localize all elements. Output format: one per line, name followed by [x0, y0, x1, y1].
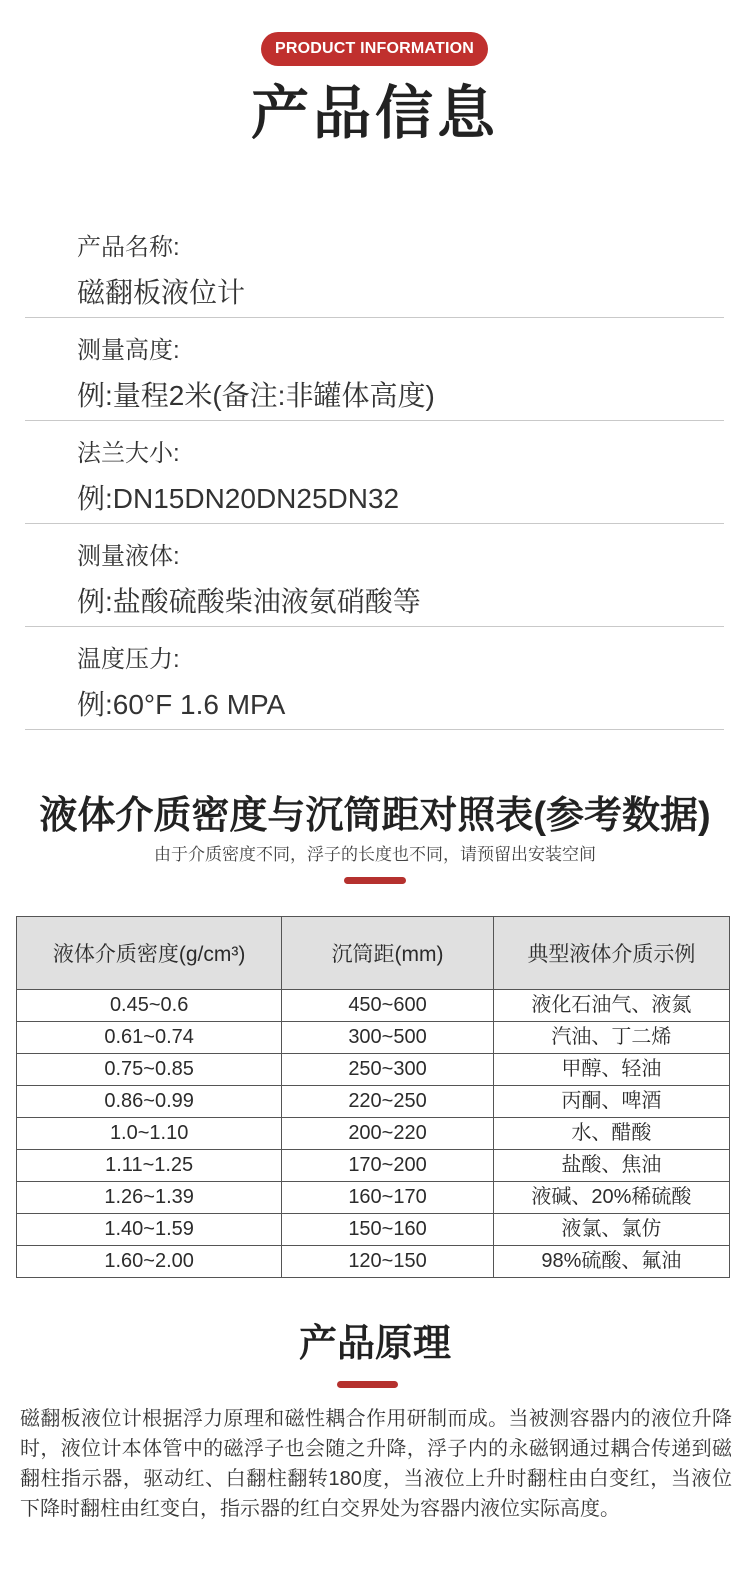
cell-distance: 120~150 — [282, 1246, 493, 1278]
cell-density: 0.75~0.85 — [17, 1054, 282, 1086]
info-item-flange-size — [25, 421, 724, 524]
cell-distance: 220~250 — [282, 1086, 493, 1118]
density-table-title: 液体介质密度与沉筒距对照表(参考数据) — [39, 795, 711, 837]
table-row — [17, 1182, 730, 1214]
cell-media: 液氯、氯仿 — [493, 1214, 729, 1246]
cell-density: 1.60~2.00 — [17, 1246, 282, 1278]
info-value: 磁翻板液位计 — [77, 277, 246, 308]
info-item-temperature-pressure — [25, 627, 724, 730]
info-item-measure-height — [25, 318, 724, 421]
section-divider-bar — [337, 1381, 398, 1388]
cell-distance: 160~170 — [282, 1182, 493, 1214]
cell-media: 液化石油气、液氮 — [493, 990, 729, 1022]
cell-distance: 300~500 — [282, 1022, 493, 1054]
cell-density: 1.40~1.59 — [17, 1214, 282, 1246]
section-divider-bar — [344, 877, 406, 884]
cell-media: 丙酮、啤酒 — [493, 1086, 729, 1118]
cell-density: 1.11~1.25 — [17, 1150, 282, 1182]
info-value: 例:DN15DN20DN25DN32 — [77, 483, 400, 514]
product-information-badge: PRODUCT INFORMATION — [261, 32, 488, 66]
cell-distance: 170~200 — [282, 1150, 493, 1182]
table-header-row — [17, 917, 730, 990]
table-row — [17, 1246, 730, 1278]
info-label: 法兰大小: — [77, 440, 180, 467]
density-table-subtitle: 由于介质密度不同，浮子的长度也不同，请预留出安装空间 — [154, 845, 596, 864]
info-value: 例:量程2米(备注:非罐体高度) — [77, 380, 435, 411]
info-label: 产品名称: — [77, 234, 180, 261]
info-value: 例:60°F 1.6 MPA — [77, 689, 286, 720]
column-header-float-distance: 沉筒距(mm) — [282, 917, 493, 990]
table-row — [17, 1054, 730, 1086]
info-label: 测量高度: — [77, 337, 180, 364]
cell-density: 1.26~1.39 — [17, 1182, 282, 1214]
table-row — [17, 1150, 730, 1182]
table-row — [17, 1022, 730, 1054]
table-row — [17, 1214, 730, 1246]
info-item-measured-liquid — [25, 524, 724, 627]
column-header-typical-media: 典型液体介质示例 — [493, 917, 729, 990]
product-info-list — [25, 215, 724, 730]
density-comparison-table — [16, 916, 730, 1278]
cell-density: 0.61~0.74 — [17, 1022, 282, 1054]
cell-media: 液碱、20%稀硫酸 — [493, 1182, 729, 1214]
table-row — [17, 1118, 730, 1150]
column-header-density: 液体介质密度(g/cm³) — [17, 917, 282, 990]
cell-density: 1.0~1.10 — [17, 1118, 282, 1150]
principle-paragraph: 磁翻板液位计根据浮力原理和磁性耦合作用研制而成。当被测容器内的液位升降时，液位计本体管中的磁浮子也会随之升降，浮子内的永磁钢通过耦合传递到磁翻柱指示器，驱动红、白翻柱翻转180度，当液位上升时翻柱由白变红，当液位下降时翻柱由红变白，指示器的红白交界处为容器内液位实际高度。 — [20, 1408, 732, 1520]
info-label: 温度压力: — [77, 646, 180, 673]
cell-density: 0.86~0.99 — [17, 1086, 282, 1118]
cell-distance: 450~600 — [282, 990, 493, 1022]
table-row — [17, 1086, 730, 1118]
info-label: 测量液体: — [77, 543, 180, 570]
cell-media: 盐酸、焦油 — [493, 1150, 729, 1182]
table-row — [17, 990, 730, 1022]
cell-media: 98%硫酸、氟油 — [493, 1246, 729, 1278]
page-title: 产品信息 — [250, 81, 499, 146]
cell-distance: 150~160 — [282, 1214, 493, 1246]
cell-distance: 200~220 — [282, 1118, 493, 1150]
cell-density: 0.45~0.6 — [17, 990, 282, 1022]
principle-section-title: 产品原理 — [298, 1323, 451, 1365]
cell-media: 甲醇、轻油 — [493, 1054, 729, 1086]
cell-media: 汽油、丁二烯 — [493, 1022, 729, 1054]
cell-distance: 250~300 — [282, 1054, 493, 1086]
info-value: 例:盐酸硫酸柴油液氨硝酸等 — [77, 586, 421, 617]
info-item-product-name — [25, 215, 724, 318]
cell-media: 水、醋酸 — [493, 1118, 729, 1150]
